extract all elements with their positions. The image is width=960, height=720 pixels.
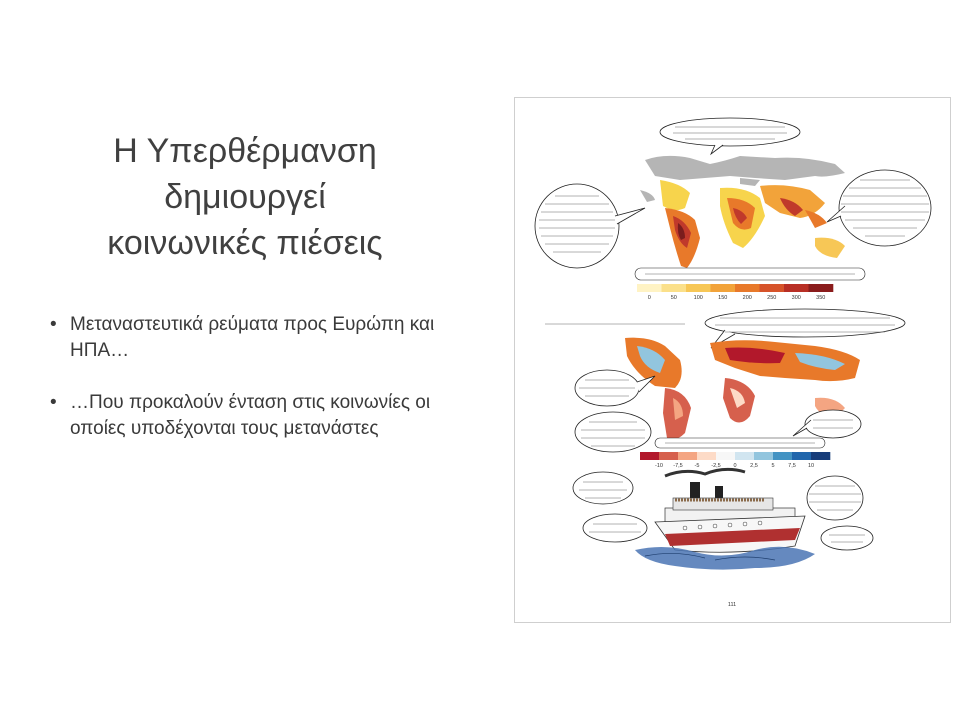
legend-tick-label: 7,5 xyxy=(788,463,796,469)
legend-swatch xyxy=(686,284,711,292)
legend-tick-label: 10 xyxy=(807,463,815,469)
legend-swatch xyxy=(811,452,830,460)
legend-caption-bubble-2 xyxy=(655,438,825,448)
legend-tick-label: 350 xyxy=(816,295,826,301)
legend-swatch xyxy=(711,284,736,292)
speech-bubble-bottom-right-2 xyxy=(821,526,873,550)
legend-tick-label: -7,5 xyxy=(673,463,683,469)
legend-tick-label: 150 xyxy=(718,295,728,301)
heat-days-world-map xyxy=(640,156,845,268)
legend-swatch xyxy=(640,452,659,460)
speech-bubble-right-top xyxy=(827,170,931,246)
legend-swatch xyxy=(773,452,792,460)
comic-illustration xyxy=(515,98,950,622)
legend-swatch xyxy=(809,284,834,292)
legend-tick-label: 0 xyxy=(647,295,651,301)
legend-tick-label: 0 xyxy=(733,463,737,469)
legend-swatch xyxy=(735,284,760,292)
page-number: 111 xyxy=(727,602,737,608)
bullet-item-migration xyxy=(48,312,448,364)
legend-swatch xyxy=(784,284,809,292)
legend-swatch xyxy=(792,452,811,460)
bullet-item-tension xyxy=(48,390,448,442)
legend-tick-label: 250 xyxy=(767,295,777,301)
speech-bubble-bottom-right-1 xyxy=(807,476,863,520)
legend-tick-label: -2,5 xyxy=(711,463,721,469)
legend-caption-bubble-1 xyxy=(635,268,865,280)
legend-swatch xyxy=(697,452,716,460)
slide-title-line-3: κοινωνικές πιέσεις xyxy=(107,224,383,262)
legend-swatch xyxy=(716,452,735,460)
legend-tick-label: -10 xyxy=(655,463,663,469)
bullet-text: …Που προκαλούν ένταση στις κοινωνίες οι οποίες υποδέχονται τους μετανάστες xyxy=(70,392,431,439)
legend-tick-label: -5 xyxy=(694,463,700,469)
legend-tick-label: 200 xyxy=(742,295,752,301)
legend-swatch xyxy=(760,284,785,292)
legend-swatch xyxy=(659,452,678,460)
speech-bubble-right-mid xyxy=(793,410,861,438)
slide-title-line-2: δημιουργεί xyxy=(164,178,326,216)
speech-bubble-left-top xyxy=(535,184,645,268)
bullet-marker: • xyxy=(50,392,57,413)
legend-tick-label: 2,5 xyxy=(750,463,758,469)
soil-moisture-legend xyxy=(640,452,830,469)
legend-tick-label: 5 xyxy=(771,463,775,469)
heat-days-legend xyxy=(637,284,833,301)
legend-swatch xyxy=(678,452,697,460)
speech-bubble-left-low xyxy=(575,412,651,452)
slide-title-line-1: Η Υπερθέρμανση xyxy=(113,132,377,170)
slide-title xyxy=(40,128,450,266)
legend-swatch xyxy=(662,284,687,292)
comic-page-figure xyxy=(514,97,951,623)
legend-swatch xyxy=(754,452,773,460)
speech-bubble-top xyxy=(660,118,800,154)
speech-bubble-bottom-left-1 xyxy=(573,472,633,504)
legend-tick-label: 100 xyxy=(693,295,703,301)
legend-swatch xyxy=(735,452,754,460)
speech-bubble-bottom-left-2 xyxy=(583,514,647,542)
legend-tick-label: 300 xyxy=(791,295,801,301)
bullet-marker: • xyxy=(50,314,57,335)
legend-swatch xyxy=(637,284,662,292)
legend-tick-label: 50 xyxy=(670,295,677,301)
bullet-list xyxy=(48,312,448,468)
bullet-text: Μεταναστευτικά ρεύματα προς Ευρώπη και ΗΠΑ… xyxy=(70,314,435,361)
migrant-ship-illustration xyxy=(635,469,815,569)
